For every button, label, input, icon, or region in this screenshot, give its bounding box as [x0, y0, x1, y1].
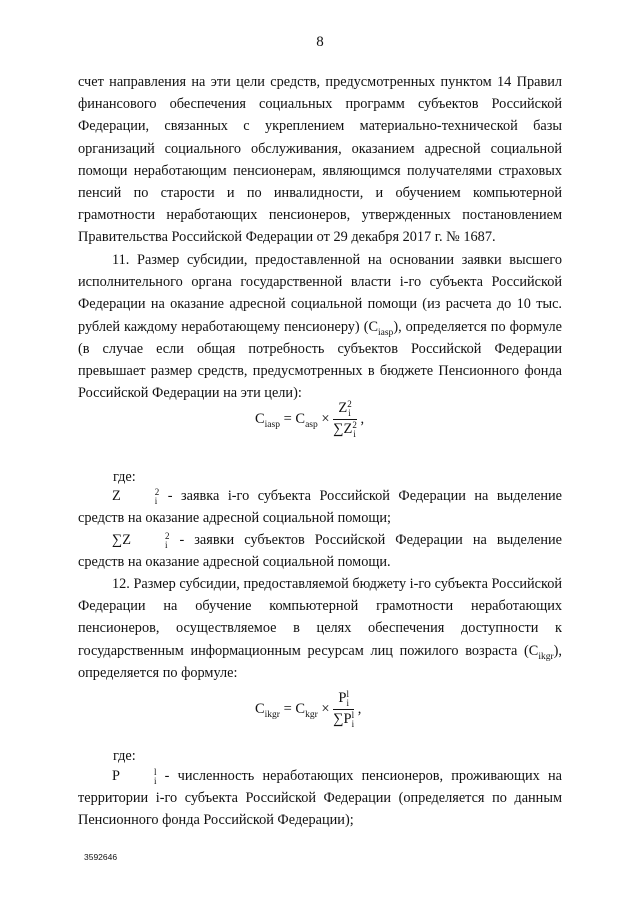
paragraph-11 [78, 249, 562, 404]
definition-p: P l i - численность неработающих пенсионеров, проживающих на территории i-го субъекта Российской Федерации (определяется по данным Пенсионного фонда Российской Федерации); [78, 767, 562, 829]
where-label-2: где: [113, 748, 136, 764]
subscript: ikgr [538, 651, 554, 662]
paragraph-12-text-after: ), определяется по формуле: [78, 642, 562, 681]
paragraph-11-text-before: 11. Размер субсидии, предоставленной на основании заявки высшего исполнительного органа государственной власти i-го субъекта Российской Федерации на оказание адресной социальной помощи (из расчета до 10 тыс. рублей каждому неработающему пенсионеру) (C [78, 252, 562, 335]
fraction: Z 2 i ∑Z 2 i [333, 399, 357, 439]
paragraph-continuation [78, 71, 562, 249]
formula-kgr: $C_{ikgr} = C_{kgr}$ × P l i ∑P l i , [255, 689, 362, 729]
formula-asp: $C_{iasp} = C_{asp}$ × Z 2 i ∑Z 2 i , [255, 399, 365, 439]
paragraph-11-text-after: ), определяется по формуле (в случае если общая потребность субъектов Российской Федерации превышает размер средств, предусмотренных в бюджете Пенсионного фонда Российской Федерации на эти цели): [78, 318, 562, 402]
fraction: P l i ∑P l i [333, 689, 355, 729]
definition-z: Z 2 i - заявка i-го субъекта Российской Федерации на выделение средств на оказание адресной социальной помощи; [78, 487, 562, 527]
paragraph-12 [78, 573, 562, 684]
subscript: iasp [378, 327, 394, 338]
document-code: 3592646 [84, 852, 118, 862]
paragraph-text: счет направления на эти цели средств, предусмотренных пунктом 14 Правил финансового обеспечения социальных программ субъектов Российской Федерации, связанных с укреплением материально-технической базы организаций социального обслуживания, оказанием адресной социальной помощи неработающим пенсионерам, являющимся получателями страховых пенсий по старости и по инвалидности, и обучением компьютерной грамотности неработающих пенсионеров, утвержденных постановлением Правительства Российской Федерации от 29 декабря 2017 г. № 1687. [78, 74, 562, 246]
definition-sum-z: ∑Z 2 i - заявки субъектов Российской Федерации на выделение средств на оказание адресной социальной помощи. [78, 531, 562, 571]
where-label-1: где: [113, 469, 136, 485]
page-number: 8 [316, 34, 324, 50]
paragraph-12-text-before: 12. Размер субсидии, предоставляемой бюджету i-го субъекта Российской Федерации на обучение компьютерной грамотности неработающих пенсионеров, осуществляемое в целях обеспечения доступности к государственным информационным ресурсам лиц пожилого возраста (C [78, 576, 562, 659]
